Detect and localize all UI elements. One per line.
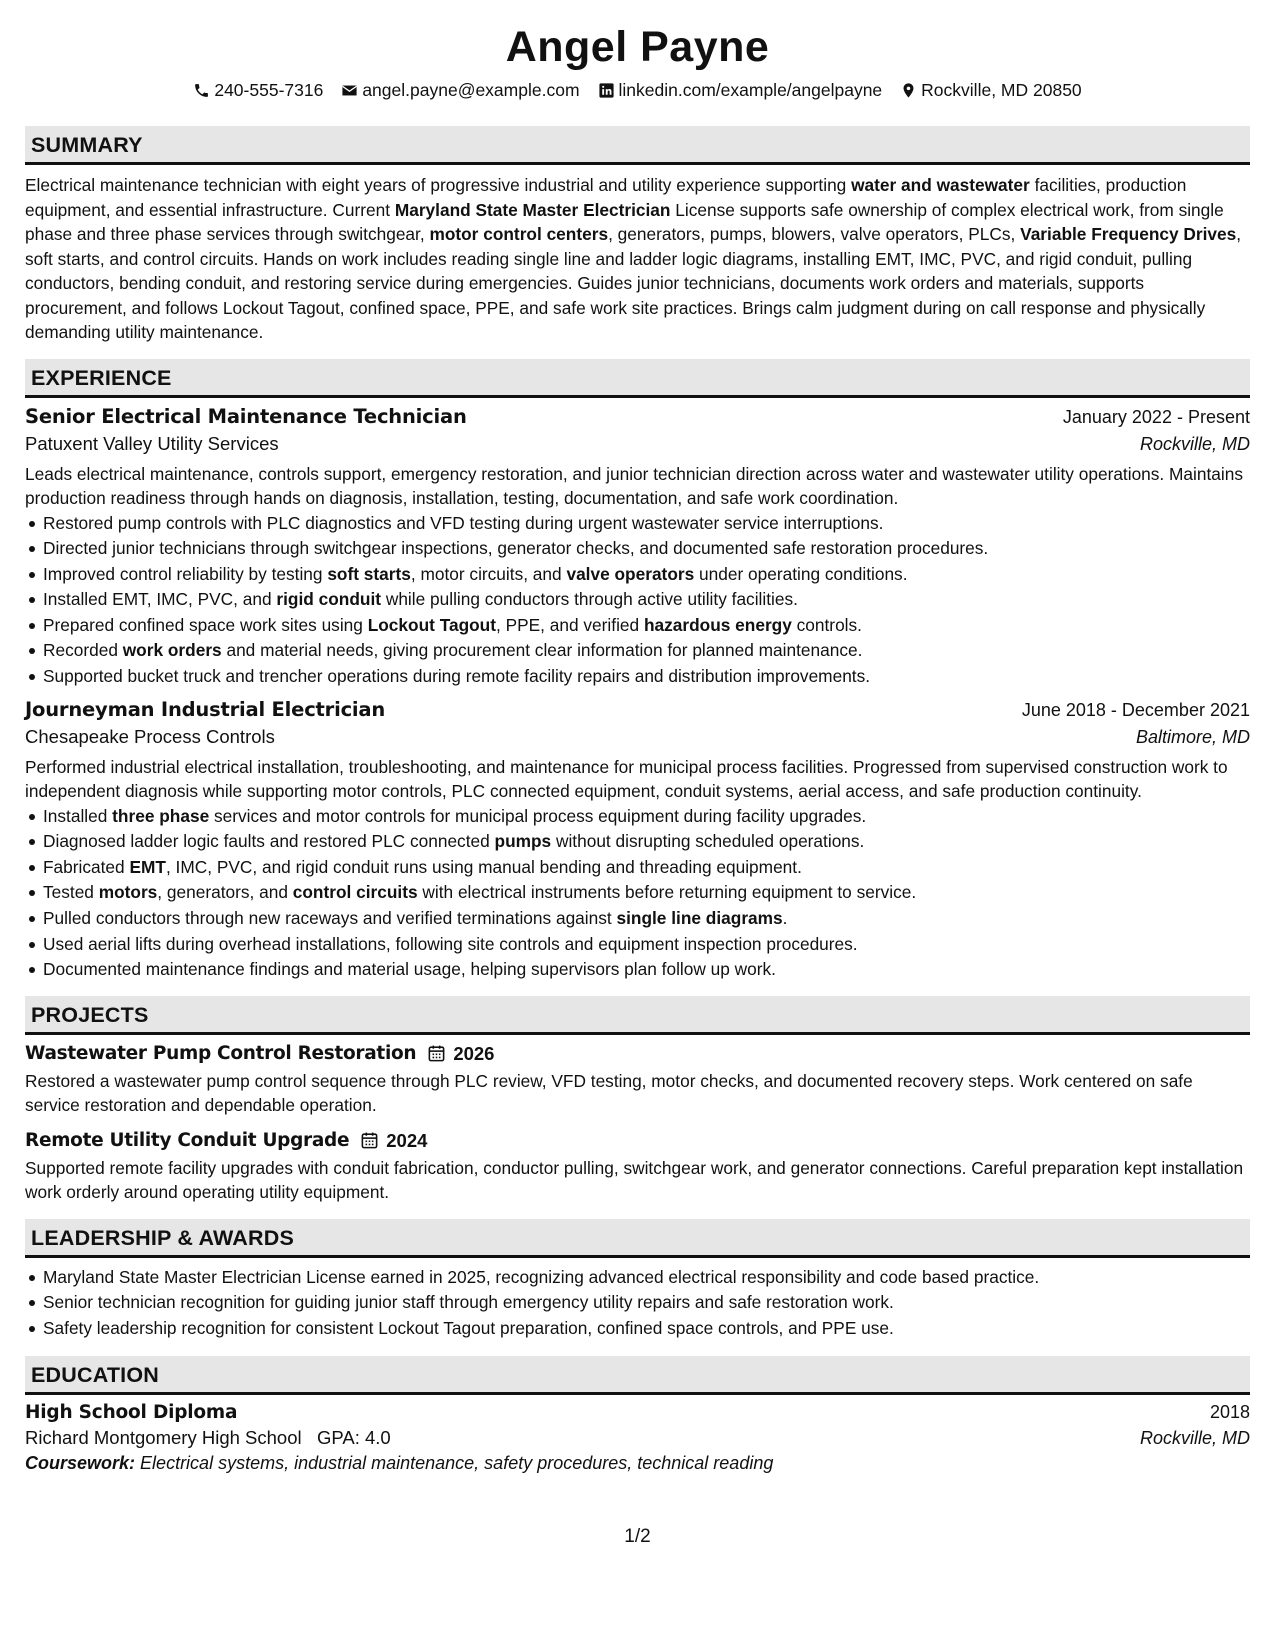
- emphasis-text: rigid conduit: [276, 589, 382, 610]
- section-heading-summary: SUMMARY: [25, 126, 1250, 165]
- phone-text: 240-555-7316: [214, 80, 324, 100]
- text-run: Fabricated: [43, 856, 130, 877]
- section-heading-projects: PROJECTS: [25, 996, 1250, 1035]
- text-run: , IMC, PVC, and rigid conduit runs using manual bending and threading equipment.: [165, 856, 802, 877]
- resume-page: [25, 18, 1250, 1474]
- list-item: [25, 804, 1250, 830]
- job-company-row: [25, 433, 1250, 455]
- summary-section: [25, 126, 1250, 345]
- section-heading-leadership: LEADERSHIP & AWARDS: [25, 1219, 1250, 1258]
- project-entry: [25, 1130, 1250, 1205]
- text-run: without disrupting scheduled operations.: [551, 831, 865, 852]
- list-item: [25, 664, 1250, 690]
- project-header: [25, 1130, 1250, 1152]
- education-degree: High School Diploma: [25, 1401, 238, 1423]
- job-bullets: [25, 804, 1250, 983]
- emphasis-text: pumps: [494, 831, 552, 852]
- emphasis-text: motors: [98, 882, 158, 903]
- text-run: , generators, and: [157, 882, 293, 903]
- project-description: Restored a wastewater pump control sequence through PLC review, VFD testing, motor checks, and documented recovery steps. Work centered on safe service restoration and dependable operation.: [25, 1070, 1193, 1116]
- text-run: under operating conditions.: [694, 563, 908, 584]
- list-item: [25, 932, 1250, 958]
- emphasis-text: single line diagrams: [616, 908, 783, 929]
- list-item: [25, 613, 1250, 639]
- project-description: Supported remote facility upgrades with conduit fabrication, conductor pulling, switchgear work, and generator connections. Careful preparation kept installation work orderly around operating utility equipment.: [25, 1157, 1244, 1203]
- linkedin-text: linkedin.com/example/angelpayne: [618, 80, 883, 100]
- list-item: [25, 957, 1250, 983]
- text-run: , generators, pumps, blowers, valve operators, PLCs,: [608, 224, 1021, 244]
- emphasis-text: EMT: [129, 856, 166, 877]
- leadership-section: [25, 1219, 1250, 1342]
- list-item: [25, 587, 1250, 613]
- envelope-icon: [341, 82, 358, 99]
- job-title: Senior Electrical Maintenance Technician: [25, 404, 467, 428]
- coursework-text: Electrical systems, industrial maintenance, safety procedures, technical reading: [140, 1452, 774, 1473]
- list-item: Senior technician recognition for guiding junior staff through emergency utility repairs and safe restoration work.: [25, 1290, 1250, 1316]
- text-run: Documented maintenance findings and material usage, helping supervisors plan follow up work.: [43, 959, 776, 980]
- section-heading-experience: EXPERIENCE: [25, 359, 1250, 398]
- coursework-label: Coursework:: [25, 1452, 136, 1473]
- page-number: 1/2: [624, 1526, 651, 1547]
- text-run: Restored pump controls with PLC diagnostics and VFD testing during urgent wastewater service interruptions.: [43, 512, 884, 533]
- projects-section: [25, 996, 1250, 1205]
- job-title: Journeyman Industrial Electrician: [25, 697, 386, 721]
- text-run: Electrical maintenance technician with eight years of progressive industrial and utility experience supporting: [25, 175, 852, 195]
- emphasis-text: three phase: [112, 805, 210, 826]
- job-location: Baltimore, MD: [1135, 726, 1250, 747]
- job-description: Leads electrical maintenance, controls support, emergency restoration, and junior technician direction across water and wastewater utility operations. Maintains production readiness through hands on diagnosis, installation, testing, documentation, and safe work coordination.: [25, 463, 1243, 508]
- contact-email[interactable]: [341, 78, 579, 102]
- list-item: Maryland State Master Electrician License earned in 2025, recognizing advanced electrical responsibility and code based practice.: [25, 1265, 1250, 1291]
- emphasis-text: water and wastewater: [851, 175, 1030, 195]
- list-item: [25, 562, 1250, 588]
- leadership-bullets: [25, 1265, 1250, 1342]
- text-run: controls.: [791, 614, 862, 635]
- education-school-line: [25, 1427, 391, 1449]
- project-title: Remote Utility Conduit Upgrade: [25, 1130, 350, 1152]
- text-run: Installed EMT, IMC, PVC, and: [43, 589, 277, 610]
- emphasis-text: hazardous energy: [643, 614, 792, 635]
- text-run: Recorded: [43, 640, 123, 661]
- text-run: Pulled conductors through new raceways and verified terminations against: [43, 908, 617, 929]
- job-title-row: [25, 698, 1250, 721]
- list-item: [25, 880, 1250, 906]
- list-item: [25, 511, 1250, 537]
- text-run: facilities, production equipment, and essential infrastructure. Current: [25, 175, 1187, 220]
- education-year: 2018: [1209, 1401, 1250, 1422]
- education-gpa: GPA: 4.0: [317, 1426, 391, 1448]
- emphasis-text: Variable Frequency Drives: [1020, 224, 1237, 244]
- emphasis-text: soft starts: [327, 563, 411, 584]
- phone-icon: [193, 82, 210, 99]
- project-entry: [25, 1043, 1250, 1118]
- project-date: [427, 1043, 494, 1065]
- emphasis-text: control circuits: [292, 882, 418, 903]
- text-run: Diagnosed ladder logic faults and restored PLC connected: [43, 831, 495, 852]
- job-entry: [25, 698, 1250, 983]
- text-run: services and motor controls for municipal process equipment during facility upgrades.: [209, 805, 867, 826]
- education-coursework: [25, 1453, 1250, 1474]
- emphasis-text: Maryland State Master Electrician: [394, 199, 671, 220]
- summary-text: [25, 173, 1250, 345]
- text-run: Prepared confined space work sites using: [43, 614, 368, 635]
- project-year: 2024: [386, 1129, 428, 1151]
- education-school-row: [25, 1427, 1250, 1449]
- emphasis-text: motor control centers: [429, 224, 609, 244]
- project-title: Wastewater Pump Control Restoration: [25, 1043, 417, 1065]
- text-run: while pulling conductors through active utility facilities.: [381, 589, 798, 610]
- candidate-name: Angel Payne: [505, 23, 770, 71]
- text-run: License supports safe ownership of complex electrical work, from single phase and three phase services through switchgear,: [25, 199, 1224, 244]
- emphasis-text: valve operators: [566, 563, 695, 584]
- list-item: [25, 829, 1250, 855]
- job-title-row: [25, 405, 1250, 428]
- contact-linkedin[interactable]: [598, 78, 883, 102]
- text-run: .: [782, 908, 788, 929]
- list-item: Safety leadership recognition for consistent Lockout Tagout preparation, confined space controls, and PPE use.: [25, 1316, 1250, 1342]
- education-school: Richard Montgomery High School: [25, 1426, 302, 1448]
- contact-phone: [193, 78, 323, 102]
- project-header: [25, 1043, 1250, 1065]
- job-company: Chesapeake Process Controls: [25, 725, 275, 747]
- education-section: [25, 1356, 1250, 1474]
- location-text: Rockville, MD 20850: [921, 80, 1082, 100]
- emphasis-text: Lockout Tagout: [367, 614, 496, 635]
- email-text: angel.payne@example.com: [362, 80, 580, 100]
- education-location: Rockville, MD: [1139, 1427, 1250, 1448]
- job-dates: June 2018 - December 2021: [1021, 699, 1250, 720]
- job-description: Performed industrial electrical installation, troubleshooting, and maintenance for municipal process facilities. Progressed from supervised construction work to independent diagnosis while supporting motor controls, PLC connected equipment, conduit systems, aerial access, and safe production continuity.: [25, 756, 1228, 802]
- text-run: , soft starts, and control circuits. Hands on work includes reading single line and ladder logic diagrams, installing EMT, IMC, PVC, and rigid conduit, pulling conductors, bending conduit, and restoring service during emergencies. Guides junior technicians, documents work orders and materials, supports procurement, and follows Lockout Tagout, confined space, PPE, and safe work site practices. Brings calm judgment during on call response and physically demanding utility maintenance.: [25, 224, 1242, 342]
- text-run: Installed: [43, 805, 113, 826]
- experience-section: [25, 359, 1250, 983]
- text-run: , PPE, and verified: [496, 614, 644, 635]
- text-run: Tested: [43, 882, 99, 903]
- list-item: [25, 536, 1250, 562]
- job-location: Rockville, MD: [1139, 433, 1250, 454]
- text-run: with electrical instruments before returning equipment to service.: [417, 882, 917, 903]
- calendar-icon: [360, 1131, 379, 1150]
- calendar-icon: [427, 1044, 446, 1063]
- text-run: Improved control reliability by testing: [43, 563, 328, 584]
- text-run: Directed junior technicians through switchgear inspections, generator checks, and documented safe restoration procedures.: [43, 538, 989, 559]
- linkedin-icon: [598, 82, 615, 99]
- text-run: and material needs, giving procurement clear information for planned maintenance.: [221, 640, 863, 661]
- project-date: [360, 1130, 427, 1152]
- contact-location: [900, 78, 1081, 102]
- job-bullets: [25, 511, 1250, 690]
- text-run: , motor circuits, and: [410, 563, 567, 584]
- project-year: 2026: [453, 1042, 495, 1064]
- list-item: [25, 855, 1250, 881]
- education-title-row: [25, 1402, 1250, 1423]
- emphasis-text: work orders: [122, 640, 222, 661]
- text-run: Supported bucket truck and trencher operations during remote facility repairs and distribution improvements.: [43, 666, 871, 687]
- list-item: [25, 638, 1250, 664]
- contact-bar: [25, 78, 1250, 102]
- text-run: Used aerial lifts during overhead installations, following site controls and equipment inspection procedures.: [43, 933, 858, 954]
- job-dates: January 2022 - Present: [1062, 406, 1250, 427]
- map-pin-icon: [900, 82, 917, 99]
- section-heading-education: EDUCATION: [25, 1356, 1250, 1395]
- list-item: [25, 906, 1250, 932]
- job-entry: [25, 405, 1250, 690]
- job-company: Patuxent Valley Utility Services: [25, 432, 279, 454]
- job-company-row: [25, 726, 1250, 748]
